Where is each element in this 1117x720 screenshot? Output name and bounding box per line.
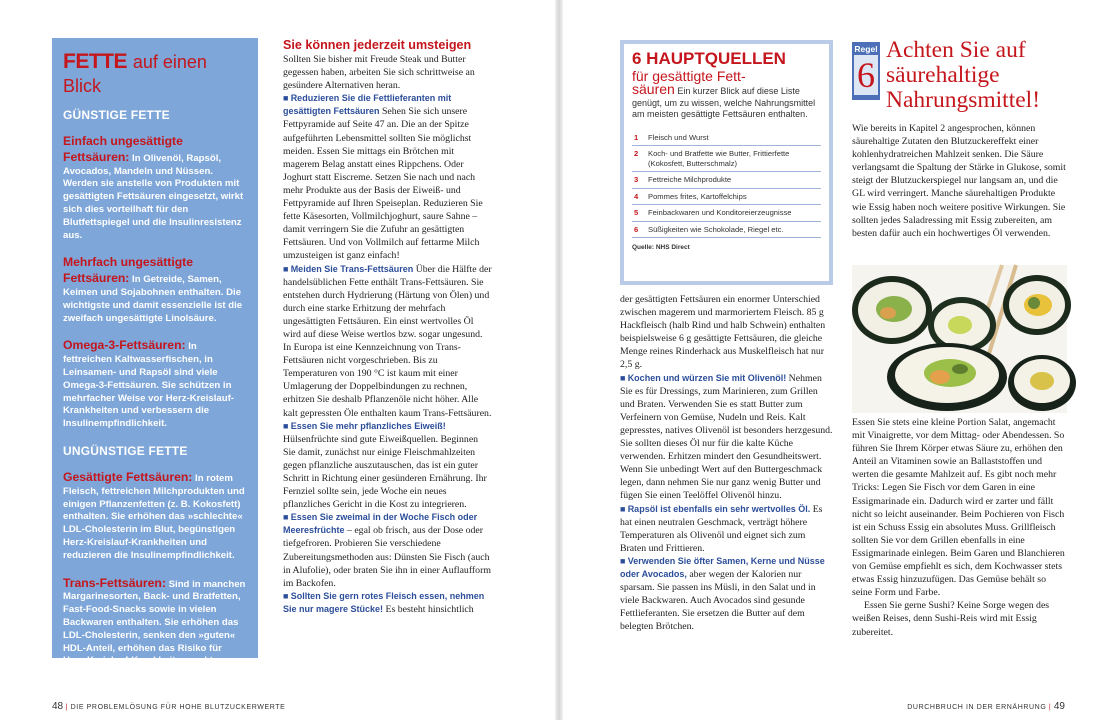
row-text: Feinbackwaren und Konditoreierzeugnisse [646,205,821,222]
text-block [283,511,493,590]
column-four-top [852,122,1068,240]
block-lead: Kochen und würzen Sie mit Olivenöl! [627,372,787,383]
block-text: Sehen Sie sich unsere Fettpyramide auf Seite 47 an. Die an der Spitze aufgeführten Lebensmittel sollten Sie möglichst meiden. Essen Sie mittags ein Brötchen mit magerem Belag anstatt eines Rippchens. Oder Joghurt statt Eiscreme. Setzen Sie nach und nach mehr Produkte aus der Basis der Eiweiß- und Fettpyramide auf Ihren Speiseplan. Reduzieren Sie fette Käsesorten, Vollmilchjoghurt, saure Sahne – damit verringern Sie die Zufuhr an gesättigten Fettsäuren. Und von Vollmilch auf fettarme Milch umzusteigen ist ganz einfach! [283,106,483,262]
row-number: 3 [632,172,646,189]
sources-intro [632,81,821,121]
text-block [283,92,493,262]
good-fats-heading: GÜNSTIGE FETTE [63,108,170,122]
block-text: Hülsenfrüchte sind gute Eiweißquellen. Beginnen Sie damit, zunächst nur einige Fleischmahlzeiten gegen pflanzliche auszutauschen, das ist ein guter Schritt in Richtung einer gesünderen Ernährung. Ihr Fernziel sollte sein, jede Woche ein neues pflanzliches Gericht in die Kost zu integrieren. [283,433,487,511]
footer-divider: | [65,704,71,711]
fat-item-text: Sind in manchen Margarinesorten, Back- und Bratfetten, Fast-Food-Snacks sowie in vielen Backwaren enthalten. Sie erhöhen das LDL-Cholesterin, senken den »guten« HDL-Anteil, erhöhen das Risiko für Herz-Kreislauf-Krankheiten und tragen zur Insulinresistenz bei. [63,578,246,680]
fat-item-text: In fettreichen Kaltwasserfischen, in Leinsamen- und Rapsöl sind viele Omega-3-Fettsäuren. Sie schützen in mehrfacher Weise vor Herz-Kreislauf-Krankheiten und verbessern die Insulinempfindlichkeit. [63,341,234,430]
text-block [620,372,833,503]
fat-item-head: Mehrfach ungesättigte Fettsäuren: [63,255,194,286]
sources-citation: Quelle: NHS Direct [632,244,690,251]
bullet-square-icon: ■ [620,503,628,514]
running-title: DURCHBRUCH IN DER ERNÄHRUNG [907,704,1047,711]
sushi-photo [852,265,1067,413]
row-number: 2 [632,146,646,172]
table-row [632,146,821,172]
fat-item-head: Einfach ungesättigte Fettsäuren: [63,134,183,164]
row-number: 1 [632,130,646,146]
rule-label: Regel [854,44,878,54]
good-fats-list [63,134,247,431]
table-row [632,205,821,222]
text-block [283,263,493,420]
sources-intro-text: Ein kurzer Blick auf diese Liste genügt, um zu wissen, welche Nahrungsmittel am meisten gesättigte Fettsäuren enthalten. [632,86,816,119]
row-number: 6 [632,221,646,238]
bullet-square-icon: ■ [620,555,628,566]
fat-item [63,134,247,242]
fat-item-head: Omega-3-Fettsäuren: [63,338,186,353]
column-heading: Sie können jederzeit umsteigen [283,38,472,52]
table-row [632,188,821,205]
fat-item [63,576,247,681]
row-text: Koch- und Bratfette wie Butter, Frittierfette (Kokosfett, Butterschmalz) [646,146,821,172]
rule-title: Achten Sie auf säurehaltige Nahrungsmittel! [886,37,1041,113]
block-lead: Essen Sie zweimal in der Woche Fisch oder Meeresfrüchte [283,512,478,536]
column-three [620,293,833,633]
text-block [620,555,833,634]
block-text: aber wegen der Kalorien nur sparsam. Sie passen ins Müsli, in den Salat und in viele Backwaren. Auch Avocados sind gesunde Fettlieferanten. Sie ersetzen die Butter auf dem belegten Brötchen. [620,568,816,633]
sources-table [632,130,821,239]
sources-subtitle-line1: für gesättigte Fett- [632,68,746,84]
block-text: – egal ob frisch, aus der Dose oder tiefgefroren. Probieren Sie verschiedene Zubereitungsmethoden aus: Dünsten Sie Fisch (auch in Alufolie), oder braten Sie ihn in einer Auflaufform im Backofen. [283,525,491,589]
bad-fats-list [63,470,247,681]
fat-item-text: In rotem Fleisch, fettreichen Milchprodukten und einigen Pflanzenfetten (z. B. Kokosfett) enthalten. Sie erhöhen das »schlechte« LDL-Cholesterin im Blut, begünstigen Herz-Kreislauf-Krankheiten und reduzieren die Insulinempfindlichkeit. [63,472,245,561]
column-intro: der gesättigten Fettsäuren ein enormer Unterschied zwischen magerem und marmoriertem Fleisch. 85 g Hackfleisch (halb Rind und halb Schwein) enthalten beispielsweise 6 g gesättigte Fettsäuren, die gleiche Menge reines Rinderhack aus Muskelfleisch hat nur 2,5 g. [620,294,826,371]
block-lead: Reduzieren Sie die Fettlieferanten mit gesättigten Fettsäuren [283,93,452,117]
table-row [632,172,821,189]
table-row [632,130,821,146]
rule-number: 6 [854,55,878,95]
block-text: Es hat einen neutralen Geschmack, verträgt höhere Temperaturen als Olivenöl und eignet sich zum Braten und Frittieren. [620,503,823,554]
bullet-square-icon: ■ [283,420,291,431]
bullet-square-icon: ■ [283,263,291,274]
column-intro: Sollten Sie bisher mit Freude Steak und Butter gegessen haben, arbeiten Sie sich schrittweise an gesündere Alternativen heran. [283,54,475,92]
fette-box-title [63,50,247,98]
text-block [620,503,833,555]
row-number: 4 [632,188,646,205]
bad-fats-heading: UNGÜNSTIGE FETTE [63,443,188,458]
paragraph: Essen Sie gerne Sushi? Keine Sorge wegen des weißen Reises, denn Sushi-Reis wird mit Essig zubereitet. [852,600,1050,638]
text-block [283,420,493,512]
fette-title-rest: auf einen Blick [63,52,207,96]
paragraph: Wie bereits in Kapitel 2 angesprochen, können säurehaltige Zutaten den Blutzuckereffekt einer kohlenhydratreichen Mahlzeit senken. Die Säure verlangsamt die Spaltung der Stärke in Glukose, somit steigt der Blutzuckerspiegel nur langsam an, und die GL wird verringert. Manche säurehaltigen Produkte wie Essig haben noch weitere positive Wirkungen. Sie sollten jedes Saladressing mit Essig zubereiten, am besten dafür auch ein hochwertiges Öl verwenden. [852,123,1066,239]
footer-divider: | [1048,704,1054,711]
fat-item-head: Trans-Fettsäuren: [63,575,166,590]
fat-item-text: In Olivenöl, Rapsöl, Avocados, Mandeln und Nüssen. Werden sie anstelle von Produkten mit gesättigten Fettsäuren eingesetzt, wirkt sich dies vorteilhaft für den Blutfettspiegel und die Insulinresistenz aus. [63,152,244,241]
row-text: Fleisch und Wurst [646,130,821,146]
sushi-illustration [852,265,1067,413]
block-lead: Verwenden Sie öfter Samen, Kerne und Nüsse oder Avocados, [620,555,825,579]
sources-subtitle-line2: säuren [632,81,675,97]
fat-item-text: In Getreide, Samen, Keimen und Sojabohnen enthalten. Die wichtigste und damit essenzielle ist die zweifach ungesättigte Linolsäure. [63,274,243,324]
page-number: 49 [1053,701,1065,712]
row-text: Fettreiche Milchprodukte [646,172,821,189]
bullet-square-icon: ■ [283,590,291,601]
block-lead: Meiden Sie Trans-Fettsäuren [290,263,414,274]
fat-item [63,470,247,563]
block-lead: Sollten Sie gern rotes Fleisch essen, nehmen Sie nur magere Stücke! [283,590,485,614]
block-text: Es besteht hinsichtlich [385,603,474,615]
fat-item-head: Gesättigte Fettsäuren: [63,469,193,484]
bullet-square-icon: ■ [620,372,628,383]
rule-badge [852,42,880,100]
column-two [283,38,493,616]
paragraph: Essen Sie stets eine kleine Portion Salat, angemacht mit Vinaigrette, vor dem Mittag- oder Abendessen. So führen Sie Ihrem Körper etwas Säure zu, erhöhen den Anteil an Vitaminen sowie an Ballaststoffen und werten die gesamte Mahlzeit auf. Es gibt noch mehr Tricks: Legen Sie Fisch vor dem Garen in eine Essigmarinade ein. Dadurch wird er zarter und fällt nicht so leicht auseinander. Beim Pochieren von Fisch ist ein Schuss Essig ein absolutes Muss. Grillfleisch sollten Sie vor dem Grillen ebenfalls in eine Essigmarinade einlegen. Beim Garen und Blanchieren von Gemüse empfiehlt es sich, dem Kochwasser stets etwas Essig hinzuzufügen. Das Gemüse behält so seine Form und Farbe. [852,417,1065,599]
block-lead: Essen Sie mehr pflanzliches Eiweiß! [290,420,446,431]
page-gutter [555,0,563,720]
bullet-square-icon: ■ [283,512,291,523]
row-text: Süßigkeiten wie Schokolade, Riegel etc. [646,221,821,238]
fat-item [63,338,247,431]
row-number: 5 [632,205,646,222]
fat-item [63,255,247,325]
fette-info-box [52,38,258,680]
block-lead: Rapsöl ist ebenfalls ein sehr wertvolles Öl. [627,503,811,514]
page-number: 48 [52,701,64,712]
block-text: Über die Hälfte der handelsüblichen Fette enthält Trans-Fettsäuren. Sie entstehen durch Hydrierung (Härtung von Ölen) und durch eine starke Erhitzung der mehrfach ungesättigten Fettsäuren. Ein einst wertvolles Öl wird auf diese Weise wertlos bzw. sogar ungesund. In Europa ist eine Kennzeichnung von Trans-Fettsäuren nicht vorgeschrieben. Bis zu Temperaturen von 190 °C ist kaum mit einer Umlagerung der Doppelbindungen zu rechnen, erhitzen Sie deshalb Pflanzenöle nicht höher. Alle kalt gepressten Öle enthalten kaum Trans-Fettsäuren. [283,263,492,419]
fette-title-bold: FETTE [63,50,127,73]
footer-left [52,701,285,712]
text-block [283,590,493,616]
column-four-bottom [852,416,1068,639]
row-text: Pommes frites, Kartoffelchips [646,188,821,205]
saturated-fat-sources-box [620,40,833,285]
running-title: DIE PROBLEMLÖSUNG FÜR HOHE BLUTZUCKERWERTE [70,704,286,711]
table-row [632,221,821,238]
footer-right [907,701,1065,712]
sources-title: 6 HAUPTQUELLEN [632,49,786,68]
bullet-square-icon: ■ [283,93,291,104]
block-text: Nehmen Sie es für Dressings, zum Marinieren, zum Grillen und Braten. Verwenden Sie es statt Butter zum Verfeinern von Gemüse, Nudeln und Reis. Kalt gepresstes, natives Olivenöl ist besonders herzgesund. Sie sollten dieses Öl nur für die kalte Küche verwenden. Erhitzen mindert den Gesundheitswert. Wenn Sie unbedingt Wert auf den Buttergeschmack legen, dann nehmen Sie nur ganz wenig Butter und fügen Sie einen Teelöffel Olivenöl hinzu. [620,372,833,502]
